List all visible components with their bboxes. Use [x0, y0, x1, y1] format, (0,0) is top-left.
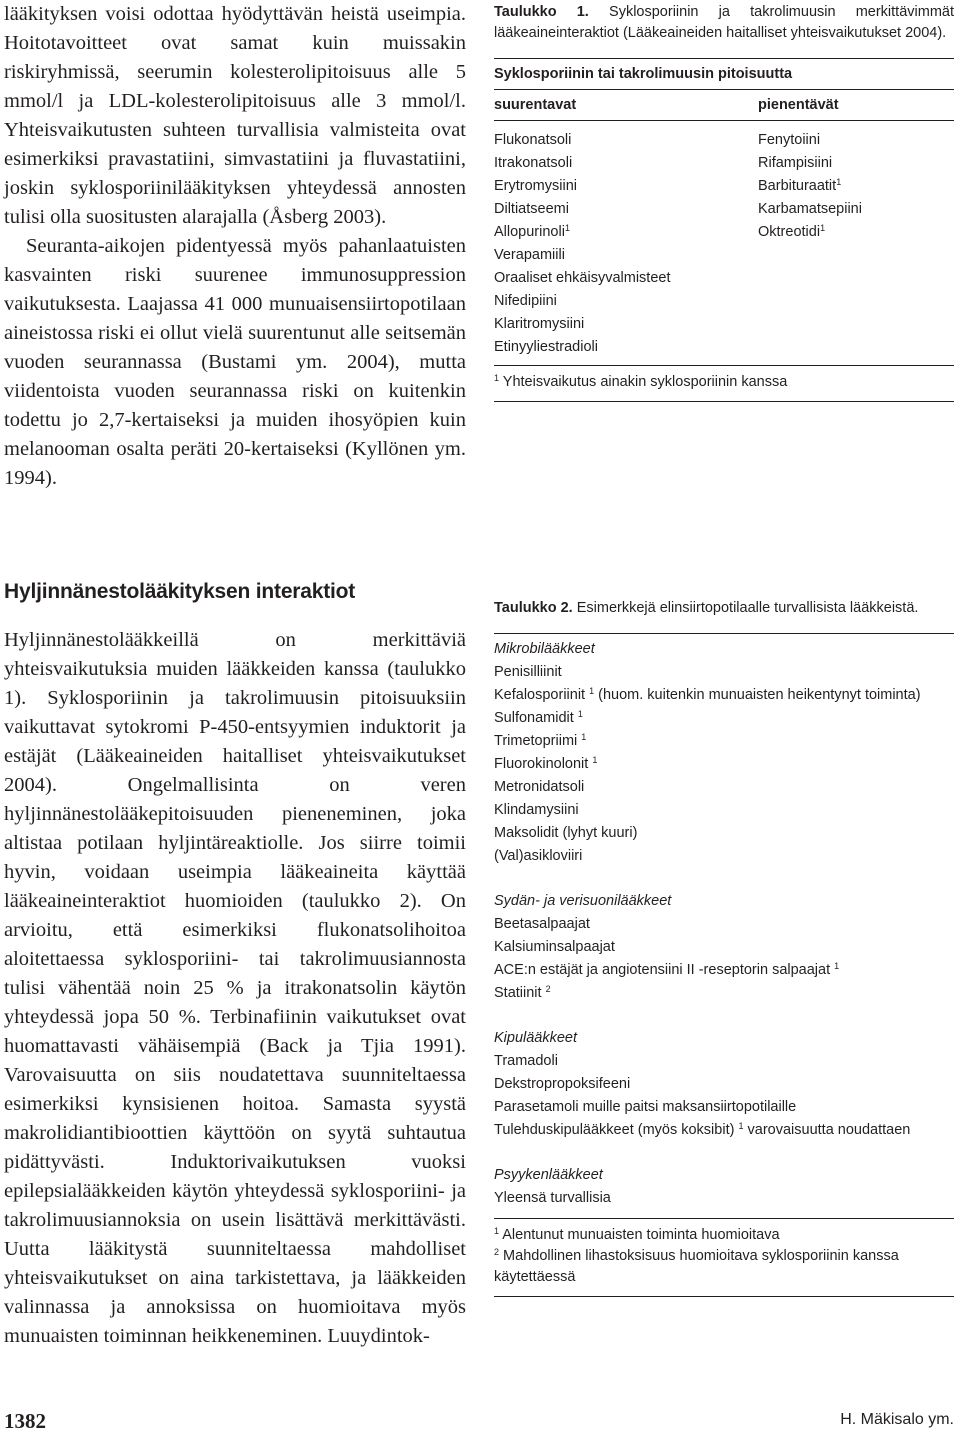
drug-name: Tramadoli: [494, 1053, 558, 1069]
table-rule: [494, 1296, 954, 1297]
body-paragraph: lääkityksen voisi odottaa hyödyttävän heistä useimpia. Hoitotavoitteet ovat samat kuin muissakin riskiryhmissä, seerumin kolesterolipitoisuus alle 5 mmol/l ja LDL-kolesterolipitoisuus alle 3 mmol/l. Yhteisvaikutusten suhteen turvallisia valmisteita ovat esimerkiksi pravastatiini, simvastatiini ja fluvastatiini, joskin syklosporiinilääkityksen yhteydessä annosten tulisi olla suositusten alarajalla (Åsberg 2003).: [4, 3, 466, 228]
drug-name: Fluorokinolonit: [494, 756, 593, 772]
table-1-col1-list: [494, 129, 758, 359]
drug-item: [494, 1096, 954, 1119]
drug-name: Allopurinoli: [494, 224, 565, 240]
footnote-mark: 1: [589, 686, 595, 696]
left-column-section: [4, 626, 466, 1351]
footnote-mark: 1: [564, 223, 570, 233]
drug-name: Statiinit: [494, 985, 546, 1001]
drug-name: Oraaliset ehkäisyvalmisteet: [494, 270, 671, 286]
drug-item: [494, 267, 758, 290]
drug-name: Etinyyliestradioli: [494, 339, 598, 355]
drug-item: [494, 822, 954, 845]
footnote-mark: 1: [494, 373, 500, 383]
drug-name: Karbamatsepiini: [758, 201, 862, 217]
footnote-mark: 2: [494, 1247, 500, 1257]
drug-name: Diltiatseemi: [494, 201, 569, 217]
footnote-mark: 1: [834, 961, 840, 971]
drug-name: Nifedipiini: [494, 293, 557, 309]
drug-item: [494, 1187, 954, 1210]
drug-item: [494, 936, 954, 959]
drug-item: [494, 982, 954, 1005]
drug-item: [494, 175, 758, 198]
drug-name: Barbituraatit: [758, 178, 837, 194]
table-rule: [758, 120, 954, 121]
body-paragraph: Seuranta-aikojen pidentyessä myös pahanlaatuisten kasvainten riski suurenee immunosuppression vaikutuksesta. Laajassa 41 000 munuaisensiirtopotilaan aineistossa riski ei ollut vielä suurentunut alle seitsemän vuoden seurannassa (Bustami ym. 2004), mutta viidentoista vuoden seurannassa riski on kuitenkin todettu jo 2,7-kertaiseksi ja muiden ihosyöpien kuin melanooman osalta peräti 20-kertaiseksi (Kyllönen ym. 1994).: [4, 235, 466, 489]
footnote-mark: 1: [738, 1121, 744, 1131]
author-footer: H. Mäkisalo ym.: [840, 1411, 954, 1428]
drug-name: (Val)asikloviiri: [494, 848, 583, 864]
drug-name: Maksolidit (lyhyt kuuri): [494, 825, 638, 841]
table-2-groups: [494, 638, 954, 1210]
footnote-mark: 1: [581, 732, 587, 742]
table-rule: [494, 633, 954, 634]
section-paragraph: Hyljinnänestolääkkeillä on merkittäviä yhteisvaikutuksia muiden lääkkeiden kanssa (taulukko 1). Syklosporiinin ja takrolimuusin pitoisuuksiin vaikuttavat sytokromi P-450-entsyymien induktorit ja estäjät (Lääkeaineiden haitalliset yhteisvaikutukset 2004). Ongelmallisinta on veren hyljinnänestolääkepitoisuuden pieneneminen, joka altistaa potilaan hyljintäreaktiolle. Jos siirre toimii hyvin, voidaan useimpia lääkeaineita käyttää lääkeaineinteraktiot huomioiden (taulukko 2). On arvioitu, että esimerkiksi flukonatsolihoitoa aloitettaessa syklosporiini- tai takrolimuusiannosta tulisi vähentää noin 25 % ja itrakonatsolin käytön yhteydessä jopa 50 %. Terbinafiinin vaikutukset ovat huomattavasti vähäisempiä (Back ja Tjia 1991). Varovaisuutta on siis noudatettava suunniteltaessa esimerkiksi kynsisienen hoitoa. Samasta syystä makrolidiantibioottien käyttöön on syytä suhtautua pidättyvästi. Induktorivaikutuksen vuoksi epilepsialääkkeiden käytön yhteydessä syklosporiini- ja takrolimuusiannoksia on usein lisättävä merkittävästi. Uutta lääkitystä suunniteltaessa mahdolliset yhteisvaikutukset on aina tarkistettava, ja lääkkeiden valinnassa ja annoksissa on huomioitava myös munuaisten toiminnan heikkeneminen. Luuydintok-: [4, 629, 466, 1347]
drug-category-title: Mikrobilääkkeet: [494, 641, 595, 657]
drug-name: Kefalosporiinit: [494, 687, 590, 703]
footnote-text: Alentunut munuaisten toiminta huomioitava: [502, 1227, 780, 1243]
table-rule: [494, 401, 954, 402]
drug-name: Dekstropropoksifeeni: [494, 1076, 631, 1092]
footnote-mark: 1: [577, 709, 583, 719]
drug-item: [758, 129, 954, 152]
table-1-footnote: [494, 372, 954, 393]
drug-item: [494, 152, 758, 175]
drug-item: [494, 753, 954, 776]
drug-item: [494, 845, 954, 868]
drug-item: [494, 959, 954, 982]
footnote-text: Mahdollinen lihastoksisuus huomioitava syklosporiinin kanssa käytettäessä: [494, 1248, 899, 1285]
table-1-header: Syklosporiinin tai takrolimuusin pitoisuutta: [494, 66, 793, 82]
column-header: pienentävät: [758, 97, 839, 113]
table-2-footnotes: [494, 1225, 954, 1288]
drug-item: [494, 661, 954, 684]
drug-name: Flukonatsoli: [494, 132, 572, 148]
drug-name: Fenytoiini: [758, 132, 821, 148]
drug-item: [494, 129, 758, 152]
footnote-mark: 1: [820, 223, 826, 233]
table-1-caption: [494, 2, 954, 44]
drug-category-title: Kipulääkkeet: [494, 1030, 578, 1046]
drug-item: [758, 221, 954, 244]
table-2-caption: [494, 598, 954, 619]
drug-item: [494, 313, 758, 336]
table-rule: [494, 58, 954, 59]
table-2-label: Taulukko 2.: [494, 600, 573, 616]
drug-name: Oktreotidi: [758, 224, 821, 240]
footnote-text: Yhteisvaikutus ainakin syklosporiinin kanssa: [502, 374, 788, 390]
page-number: 1382: [4, 1409, 46, 1433]
drug-item: [494, 776, 954, 799]
table-rule: [494, 365, 954, 366]
drug-name: Erytromysiini: [494, 178, 577, 194]
drug-item: [494, 198, 758, 221]
drug-item: [758, 198, 954, 221]
drug-note: (huom. kuitenkin munuaisten heikentynyt toiminta): [594, 687, 921, 703]
group-spacer: [494, 868, 954, 890]
drug-item: [494, 336, 758, 359]
drug-item: [494, 1073, 954, 1096]
table-1-column-decrease: [758, 94, 954, 359]
drug-name: Beetasalpaajat: [494, 916, 590, 932]
drug-category-title: Psyykenlääkkeet: [494, 1167, 603, 1183]
footnote-mark: 2: [545, 984, 551, 994]
drug-item: [494, 1119, 954, 1142]
drug-name: Penisilliinit: [494, 664, 562, 680]
drug-name: Yleensä turvallisia: [494, 1190, 611, 1206]
table-1-column-increase: [494, 94, 758, 359]
table-rule: [494, 1218, 954, 1219]
drug-name: Metronidatsoli: [494, 779, 585, 795]
drug-name: Klindamysiini: [494, 802, 579, 818]
table-1: [494, 2, 954, 402]
group-spacer: [494, 1142, 954, 1164]
table-2: [494, 598, 954, 1297]
group-spacer: [494, 1005, 954, 1027]
table-rule: [494, 89, 954, 90]
drug-name: Tulehduskipulääkkeet (myös koksibit): [494, 1122, 739, 1138]
drug-item: [494, 684, 954, 707]
drug-item: [494, 707, 954, 730]
footnote-mark: 1: [592, 755, 598, 765]
table-1-label: Taulukko 1.: [494, 4, 589, 20]
drug-name: Itrakonatsoli: [494, 155, 573, 171]
column-header: suurentavat: [494, 97, 577, 113]
table-2-footnote: [494, 1246, 954, 1288]
drug-item: [758, 175, 954, 198]
drug-item: [494, 244, 758, 267]
table-1-col2-list: [758, 129, 954, 244]
table-1-columns: [494, 94, 954, 359]
table-rule: [494, 120, 758, 121]
drug-item: [494, 799, 954, 822]
drug-name: Sulfonamidit: [494, 710, 578, 726]
drug-name: Verapamiili: [494, 247, 565, 263]
table-1-caption-text: Syklosporiinin ja takrolimuusin merkittävimmät lääkeaineinteraktiot (Lääkeaineiden haitalliset yhteisvaikutukset 2004).: [494, 4, 954, 41]
drug-item: [494, 1050, 954, 1073]
drug-item: [494, 290, 758, 313]
drug-name: Rifampisiini: [758, 155, 833, 171]
drug-name: Klaritromysiini: [494, 316, 585, 332]
footnote-mark: 1: [836, 177, 842, 187]
drug-name: ACE:n estäjät ja angiotensiini II -reseptorin salpaajat: [494, 962, 835, 978]
drug-name: Trimetopriimi: [494, 733, 582, 749]
drug-item: [758, 152, 954, 175]
drug-item: [494, 730, 954, 753]
drug-name: Kalsiuminsalpaajat: [494, 939, 615, 955]
section-heading: Hyljinnänestolääkityksen interaktiot: [4, 580, 356, 603]
drug-category-title: Sydän- ja verisuonilääkkeet: [494, 893, 672, 909]
table-2-footnote: [494, 1225, 954, 1246]
footnote-mark: 1: [494, 1226, 500, 1236]
drug-name: Parasetamoli muille paitsi maksansiirtopotilaille: [494, 1099, 797, 1115]
drug-note: varovaisuutta noudattaen: [743, 1122, 911, 1138]
left-column-top: [4, 0, 466, 493]
drug-item: [494, 913, 954, 936]
drug-item: [494, 221, 758, 244]
table-2-caption-text: Esimerkkejä elinsiirtopotilaalle turvallisista lääkkeistä.: [576, 600, 919, 616]
